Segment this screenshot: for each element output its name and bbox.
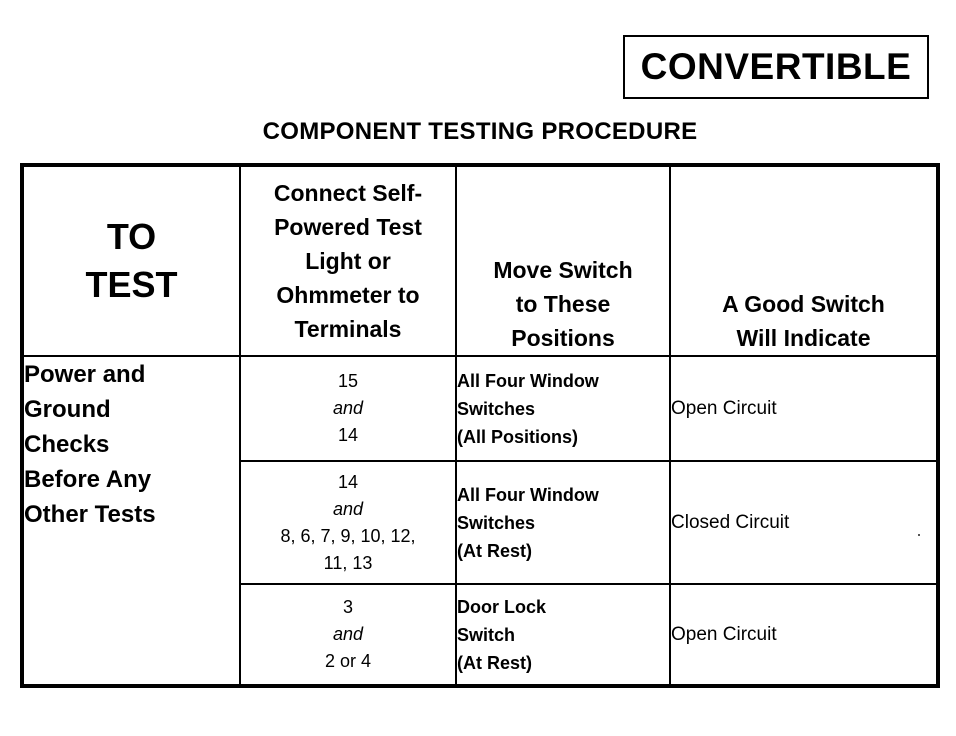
header-connect <box>240 165 456 356</box>
header-connect-line: Ohmmeter to <box>276 282 420 308</box>
header-indicate-line: Will Indicate <box>736 325 871 351</box>
indication-cell: Closed Circuit <box>670 461 938 584</box>
position-line: All Four Window <box>457 484 599 505</box>
testing-procedure-table <box>20 163 940 688</box>
header-to-test <box>22 165 240 356</box>
terminal-value: 3 <box>342 597 353 617</box>
header-connect-line: Light or <box>305 248 391 274</box>
terminal-value: 14 <box>337 425 359 445</box>
terminals-cell <box>240 356 456 461</box>
header-to-test-line: TEST <box>85 264 178 305</box>
page-title: COMPONENT TESTING PROCEDURE <box>262 118 698 145</box>
header-move-switch <box>456 165 670 356</box>
header-connect-line: Terminals <box>294 316 402 342</box>
header-indicate-line: A Good Switch <box>722 291 885 317</box>
header-connect-line: Connect Self- <box>273 180 423 206</box>
terminal-value: 15 <box>337 371 359 391</box>
position-line: (At Rest) <box>457 540 532 561</box>
terminal-value: 2 or 4 <box>324 651 372 671</box>
terminal-and: and <box>332 624 364 644</box>
position-line: (At Rest) <box>457 652 532 673</box>
test-name-line: Other Tests <box>24 501 156 528</box>
test-name-cell <box>22 356 240 686</box>
test-name-line: Before Any <box>24 466 152 493</box>
positions-cell <box>456 356 670 461</box>
header-row <box>22 165 938 356</box>
position-line: All Four Window <box>457 370 599 391</box>
position-line: (All Positions) <box>457 426 578 447</box>
position-line: Switches <box>457 512 536 533</box>
indication-cell: Open Circuit <box>670 356 938 461</box>
scan-speck <box>918 534 920 536</box>
positions-cell <box>456 461 670 584</box>
terminal-and: and <box>332 398 364 418</box>
terminal-value: 14 <box>337 471 359 492</box>
position-line: Switch <box>457 624 516 645</box>
terminals-cell <box>240 461 456 584</box>
header-good-switch <box>670 165 938 356</box>
terminal-value: 11, 13 <box>323 552 373 573</box>
table-row <box>22 356 938 461</box>
header-connect-line: Powered Test <box>274 214 422 240</box>
header-move-line: Move Switch <box>493 257 633 283</box>
header-move-line: Positions <box>511 325 615 351</box>
terminal-and: and <box>332 498 364 519</box>
position-line: Switches <box>457 398 536 419</box>
indication-cell: Open Circuit <box>670 584 938 686</box>
header-move-line: to These <box>515 291 611 317</box>
terminal-value: 8, 6, 7, 9, 10, 12, <box>280 525 416 546</box>
header-to-test-line: TO <box>106 216 157 257</box>
positions-cell <box>456 584 670 686</box>
convertible-badge: CONVERTIBLE <box>623 35 929 99</box>
position-line: Door Lock <box>457 596 547 617</box>
test-name-line: Checks <box>24 431 110 458</box>
terminals-cell <box>240 584 456 686</box>
test-name-line: Power and <box>24 361 146 388</box>
test-name-line: Ground <box>24 396 111 423</box>
